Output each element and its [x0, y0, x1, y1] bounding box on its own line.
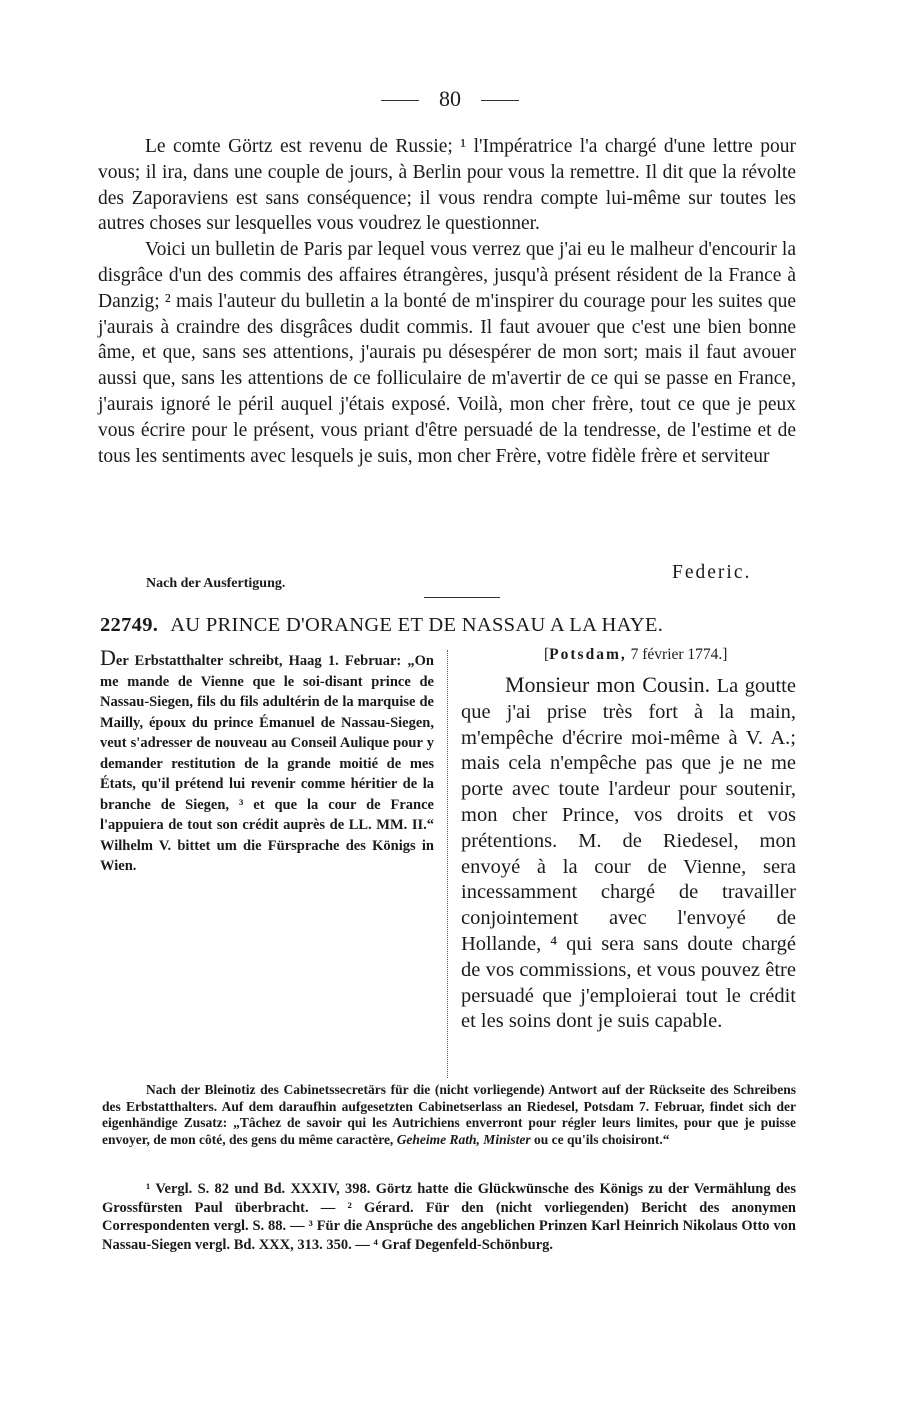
summary-dropcap: D	[100, 645, 116, 670]
source-note: Nach der Ausfertigung.	[146, 576, 286, 591]
header-dash-left	[381, 100, 419, 101]
footnotes	[102, 1180, 796, 1254]
note-end: ou ce qu'ils choisiront.“	[530, 1131, 670, 1147]
page-number: 80	[439, 86, 461, 111]
page-number-header	[0, 86, 900, 112]
letter-date	[544, 646, 727, 664]
letter-heading	[100, 614, 800, 637]
letter2-paragraph	[461, 672, 796, 1035]
summary-column	[100, 645, 434, 877]
date-bracket: [	[544, 646, 550, 663]
date-rest: 7 février 1774.]	[626, 646, 728, 663]
editorial-note-paragraph	[102, 1082, 796, 1148]
letter-title: AU PRINCE D'ORANGE ET DE NASSAU A LA HAYE.	[170, 614, 664, 636]
header-dash-right	[481, 100, 519, 101]
date-place: Potsdam,	[549, 646, 627, 663]
summary-text: er Erbstatthalter schreibt, Haag 1. Februar: „On me mande de Vienne que le soi-disant prince de Nassau-Siegen, fils du fils adultérin de la marquise de Mailly, époux du prince Émanuel de Nassau-Siegen, veut s'adresser de nouveau au Conseil Aulique pour y demander restitution de la grande moitié de mes États, qu'il prétend lui revenir comme héritier de la branche de Siegen, ³ et que la cour de France l'appuiera de tout son crédit auprès de LL. MM. II.“ Wilhelm V. bittet um die Fürsprache des Königs in Wien.	[100, 653, 434, 874]
letter-signature: Federic.	[672, 562, 752, 583]
footnotes-text: ¹ Vergl. S. 82 und Bd. XXXIV, 398. Görtz hatte die Glückwünsche des Königs zu der Vermählung des Grossfürsten Paul überbracht. — ² Gérard. Für den (nicht vorliegenden) Bericht des anonymen Correspondenten vergl. S. 88. — ³ Für die Ansprüche des angeblichen Prinzen Karl Heinrich Nikolaus Otto von Nassau-Siegen vergl. Bd. XXX, 313. 350. — ⁴ Graf Degenfeld-Schönburg.	[102, 1181, 796, 1253]
letter-text-column	[461, 672, 796, 1035]
letter-paragraph-1: Le comte Görtz est revenu de Russie; ¹ l'Impératrice l'a chargé d'une lettre pour vous; il ira, dans une couple de jours, à Berlin pour vous la remettre. Il dit que la révolte des Zaporaviens est sans conséquence; il vous rendra compte lui-même sur toutes les autres choses sur lesquelles vous voudrez le questionner.	[98, 136, 796, 235]
column-divider	[447, 650, 448, 1078]
editorial-note	[102, 1082, 796, 1148]
note-main: Nach der Bleinotiz des Cabinetssecretärs für die (nicht vorliegende) Antwort auf der Rückseite des Schreibens des Erbstatthalters. Auf dem daraufhin aufgesetzten Cabinetserlass an Riedesel, Potsdam 7. Februar, findet sich der eigenhändige Zusatz: „Tâchez de savoir qui les Autrichiens enverront pour régler leurs limites, pour que je puisse envoyer, de mon côté, des gens du même caractère,	[102, 1082, 796, 1147]
letter-number: 22749.	[100, 614, 159, 636]
letter-text-body	[98, 134, 796, 469]
section-rule	[424, 597, 500, 598]
letter2-body: La goutte que j'ai prise très fort à la main, m'empêche d'écrire moi-même à V. A.; mais cela n'empêche pas que je ne me porte avec toute l'ardeur pour soutenir, mon cher Prince, vos droits et vos prétentions. M. de Riedesel, mon envoyé à la cour de Vienne, sera incessamment chargé de travailler conjointement avec l'envoyé de Hollande, ⁴ qui sera sans doute chargé de vos commissions, et vous pouvez être persuadé que j'emploierai tout le crédit et les soins dont je suis capable.	[461, 675, 796, 1033]
note-italic: Geheime Rath, Minister	[396, 1131, 531, 1147]
letter-paragraph-2: Voici un bulletin de Paris par lequel vous verrez que j'ai eu le malheur d'encourir la disgrâce d'un des commis des affaires étrangères, jusqu'à présent résident de la France à Danzig; ² mais l'auteur du bulletin a la bonté de m'inspirer du courage pour les suites que j'aurais à craindre des disgrâces dudit commis. Il faut avouer que c'est une bien bonne âme, et que, sans ses attentions, j'aurais pu désespérer de mon sort; mais il faut avouer aussi que, sans les attentions de ce folliculaire de m'avertir de ce qui se passe en France, j'aurais ignoré le péril auquel j'étais exposé. Voilà, mon cher frère, tout ce que je peux vous écrire pour le présent, vous priant d'être persuadé de la tendresse, de l'estime et de tous les sentiments avec lesquels je suis, mon cher Frère, votre fidèle frère et serviteur	[98, 239, 796, 467]
salutation: Monsieur mon Cousin.	[505, 672, 711, 697]
